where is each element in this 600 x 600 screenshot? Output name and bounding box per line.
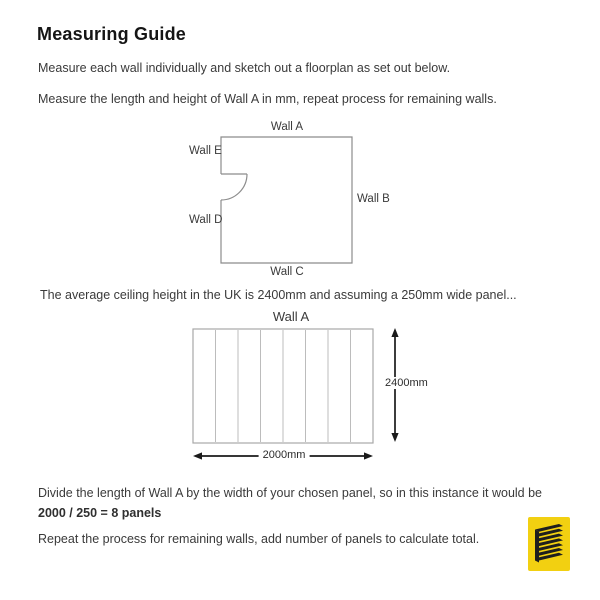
floorplan-wall-b-label: Wall B bbox=[357, 193, 390, 205]
width-dimension-label: 2000mm bbox=[259, 449, 310, 461]
stacked-panels-logo bbox=[528, 517, 570, 571]
door-swing-arc bbox=[221, 174, 247, 200]
intro-paragraph-1: Measure each wall individually and sketch out a floorplan as set out below. bbox=[38, 61, 451, 75]
panel-diagram-title: Wall A bbox=[272, 309, 310, 324]
page-title: Measuring Guide bbox=[37, 24, 187, 44]
panel-formula: 2000 / 250 = 8 panels bbox=[38, 506, 162, 520]
ceiling-note: The average ceiling height in the UK is 2400mm and assuming a 250mm wide panel... bbox=[40, 288, 517, 302]
height-dimension-label: 2400mm bbox=[381, 377, 432, 389]
divide-note: Divide the length of Wall A by the width of your chosen panel, so in this instance it would be bbox=[38, 486, 542, 500]
floorplan-wall-d-label: Wall D bbox=[189, 214, 223, 226]
intro-paragraph-2: Measure the length and height of Wall A in mm, repeat process for remaining walls. bbox=[38, 92, 497, 106]
logo-background bbox=[528, 517, 570, 571]
floorplan-wall-c-label: Wall C bbox=[270, 266, 304, 278]
floorplan-wall-a-label: Wall A bbox=[270, 121, 304, 133]
floorplan-diagram bbox=[221, 137, 352, 263]
floorplan-wall-e-label: Wall E bbox=[189, 145, 222, 157]
repeat-note: Repeat the process for remaining walls, add number of panels to calculate total. bbox=[38, 532, 480, 546]
panel-elevation-diagram bbox=[193, 328, 399, 460]
panel-grid-lines bbox=[216, 330, 351, 442]
